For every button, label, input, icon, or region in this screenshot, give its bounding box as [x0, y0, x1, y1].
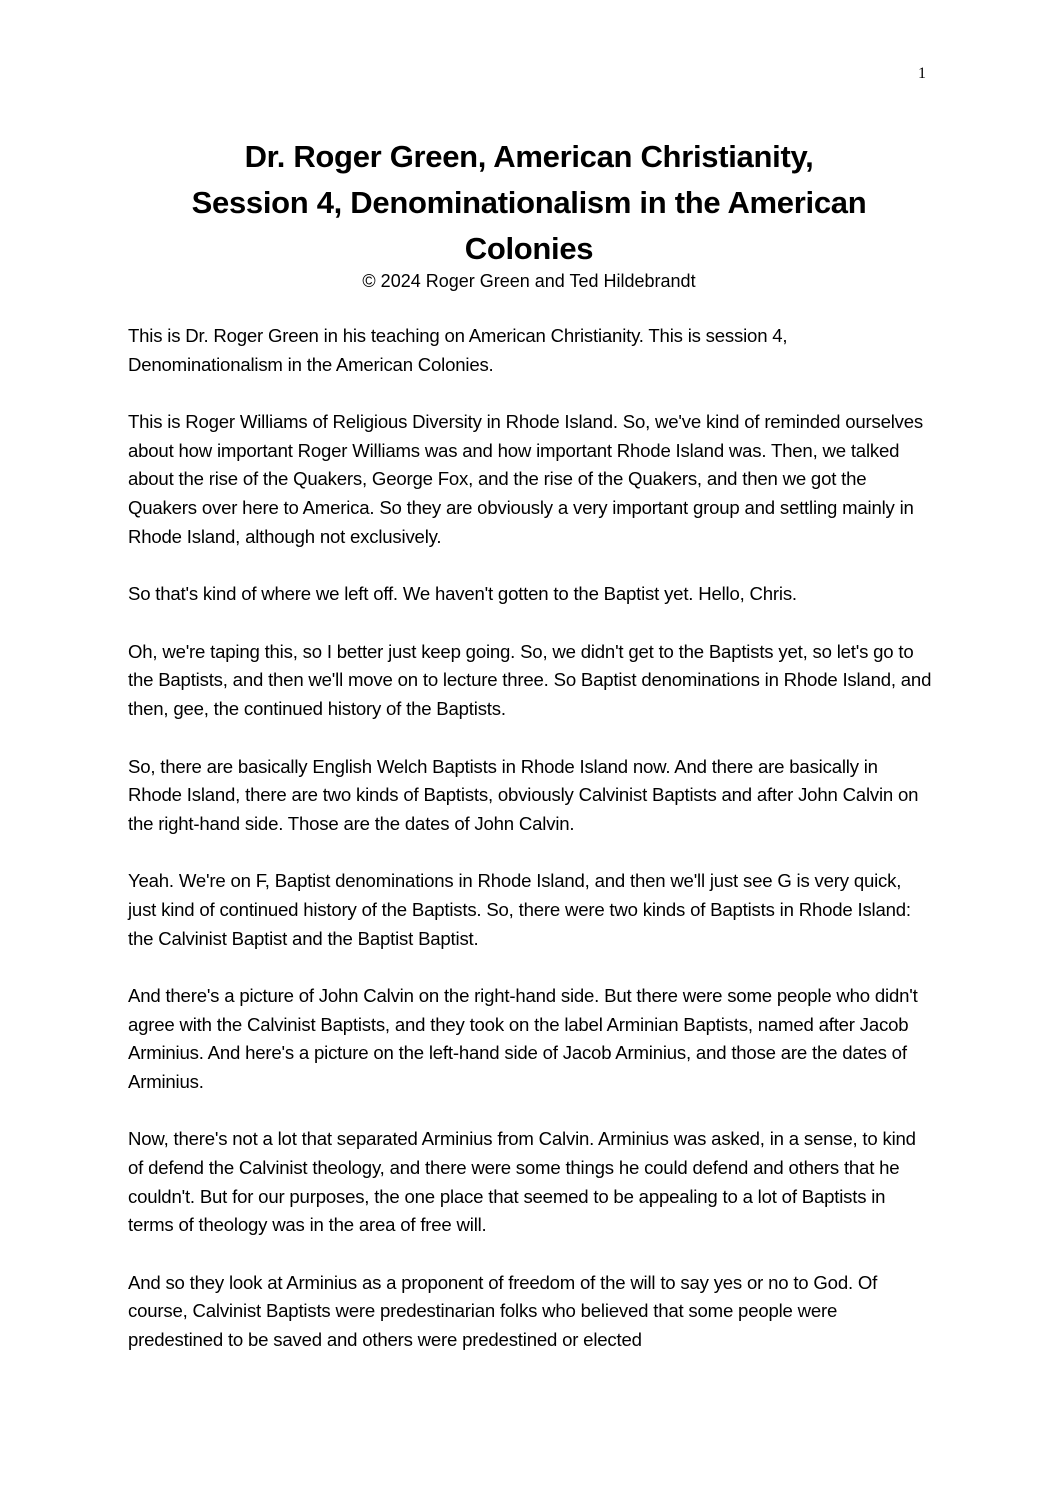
title-line: Session 4, Denominationalism in the American	[191, 185, 867, 220]
paragraph: This is Roger Williams of Religious Diversity in Rhode Island. So, we've kind of reminded ourselves about how important Roger Williams was and how important Rhode Island was. Then, we talked about the rise of the Quakers, George Fox, and the rise of the Quakers, and then we got the Quakers over here to America. So they are obviously a very important group and settling mainly in Rhode Island, although not exclusively.	[128, 411, 923, 547]
paragraph: And there's a picture of John Calvin on the right-hand side. But there were some people who didn't agree with the Calvinist Baptists, and they took on the label Arminian Baptists, named after Jacob Arminius. And here's a picture on the left-hand side of Jacob Arminius, and those are the dates of Arminius.	[128, 985, 918, 1092]
document-title	[128, 134, 930, 272]
title-line: Dr. Roger Green, American Christianity,	[244, 139, 814, 174]
title-line: Colonies	[464, 231, 594, 266]
paragraph: And so they look at Arminius as a proponent of freedom of the will to say yes or no to God. Of course, Calvinist Baptists were predestinarian folks who believed that some people were predestined to be saved and others were predestined or elected	[128, 1271, 878, 1351]
paragraph: Yeah. We're on F, Baptist denominations in Rhode Island, and then we'll just see G is very quick, just kind of continued history of the Baptists. So, there were two kinds of Baptists in Rhode Island: the Calvinist Baptist and the Baptist Baptist.	[128, 870, 911, 949]
paragraph: This is Dr. Roger Green in his teaching on American Christianity. This is session 4, Denominationalism in the American Colonies.	[128, 325, 788, 375]
paragraph: So that's kind of where we left off. We haven't gotten to the Baptist yet. Hello, Chris.	[128, 583, 797, 605]
page-number: 1	[918, 65, 926, 82]
paragraph: Oh, we're taping this, so I better just keep going. So, we didn't get to the Baptists yet, so let's go to the Baptists, and then we'll move on to lecture three. So Baptist denominations in Rhode Island, and then, gee, the continued history of the Baptists.	[128, 640, 932, 719]
paragraph: Now, there's not a lot that separated Arminius from Calvin. Arminius was asked, in a sense, to kind of defend the Calvinist theology, and there were some things he could defend and others that he couldn't. But for our purposes, the one place that seemed to be appealing to a lot of Baptists in terms of theology was in the area of free will.	[128, 1128, 916, 1236]
copyright-line: © 2024 Roger Green and Ted Hildebrandt	[362, 271, 696, 291]
paragraph: So, there are basically English Welch Baptists in Rhode Island now. And there are basically in Rhode Island, there are two kinds of Baptists, obviously Calvinist Baptists and after John Calvin on the right-hand side. Those are the dates of John Calvin.	[128, 755, 919, 834]
transcript-body	[128, 322, 934, 1384]
